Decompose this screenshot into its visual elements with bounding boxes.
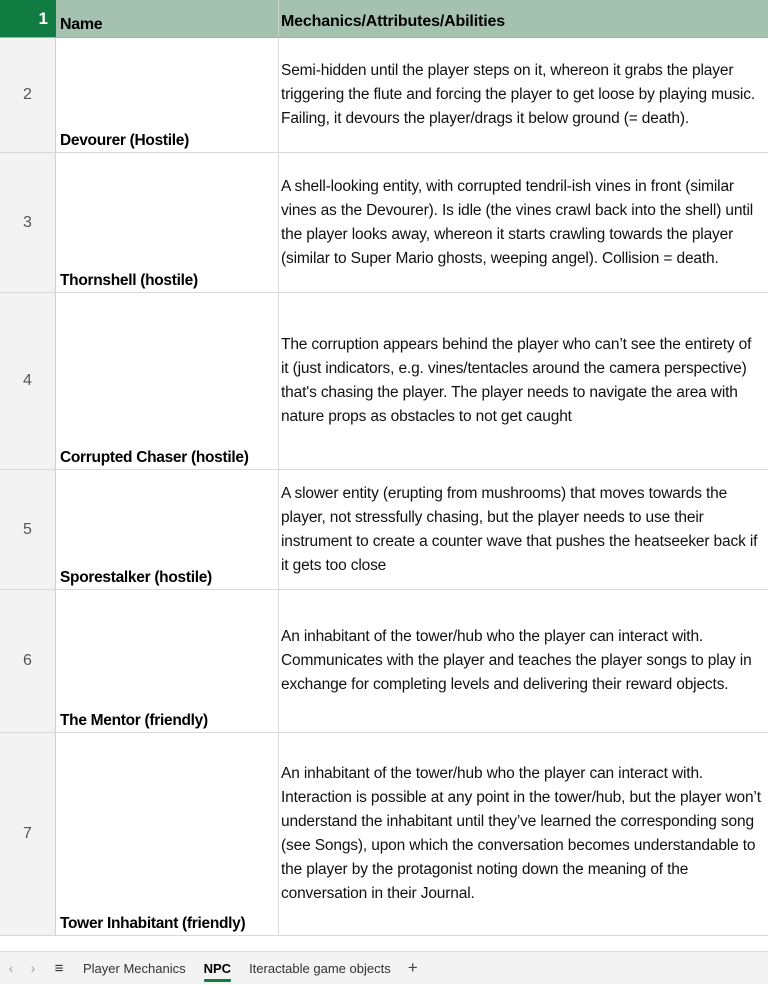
tab-npc[interactable]: NPC — [195, 952, 240, 985]
description-cell[interactable]: A shell-looking entity, with corrupted tendril-ish vines in front (similar vines as the Devourer). Is idle (the vines crawl back into the shell) until the player looks away, whereon it starts crawling towards the player (similar to Super Mario ghosts, weeping angel). Collision = death. — [281, 177, 754, 267]
name-cell[interactable]: Devourer (Hostile) — [56, 38, 279, 152]
table-row — [0, 153, 768, 293]
description-cell[interactable]: An inhabitant of the tower/hub who the player can interact with. Interaction is possible at any point in the tower/hub, but the player won’t understand the inhabitant until they’ve learned the corresponding song (see Songs), upon which the conversation becomes understandable to the player by the protagonist noting down the meaning of the conversation in their Journal. — [281, 765, 761, 902]
all-sheets-menu-icon[interactable]: ≡ — [54, 959, 64, 977]
add-sheet-icon[interactable]: + — [407, 958, 418, 977]
row-header[interactable]: 3 — [0, 153, 56, 292]
prev-sheet-icon[interactable]: ‹ — [8, 960, 14, 976]
table-row — [0, 470, 768, 590]
header-cell-mechanics[interactable]: Mechanics/Attributes/Abilities — [279, 0, 768, 37]
description-cell[interactable]: A slower entity (erupting from mushrooms) that moves towards the player, not stressfully chasing, but the player needs to use their instrument to create a counter wave that pushes the heatseeker back if it gets too close — [281, 484, 758, 574]
table-row — [0, 293, 768, 470]
row-header[interactable]: 4 — [0, 293, 56, 469]
row-header[interactable]: 7 — [0, 733, 56, 935]
header-row — [0, 0, 768, 38]
name-cell[interactable]: Sporestalker (hostile) — [56, 470, 279, 589]
table-row — [0, 38, 768, 153]
table-row — [0, 733, 768, 936]
tab-player-mechanics[interactable]: Player Mechanics — [83, 960, 186, 976]
description-cell[interactable]: Semi-hidden until the player steps on it, whereon it grabs the player triggering the flute and forcing the player to get loose by playing music. Failing, it devours the player/drags it below ground (= death). — [281, 62, 755, 127]
description-cell[interactable]: An inhabitant of the tower/hub who the player can interact with. Communicates with the player and teaches the player songs to play in exchange for completing levels and delivering their reward objects. — [281, 628, 752, 693]
header-cell-name[interactable]: Name — [56, 0, 279, 37]
row-header[interactable]: 6 — [0, 590, 56, 732]
sheet-tab-bar — [0, 951, 768, 984]
name-cell[interactable]: Thornshell (hostile) — [56, 153, 279, 292]
row-header[interactable]: 5 — [0, 470, 56, 589]
description-cell[interactable]: The corruption appears behind the player who can’t see the entirety of it (just indicators, e.g. vines/tentacles around the camera perspective) that's chasing the player. The player needs to navigate the area with nature props as obstacles to not get caught — [281, 336, 752, 425]
name-cell[interactable]: Tower Inhabitant (friendly) — [56, 733, 279, 935]
tab-interactable-game-objects[interactable]: Iteractable game objects — [249, 960, 391, 976]
name-cell[interactable]: Corrupted Chaser (hostile) — [56, 293, 279, 469]
name-cell[interactable]: The Mentor (friendly) — [56, 590, 279, 732]
row-header[interactable]: 2 — [0, 38, 56, 152]
table-row — [0, 590, 768, 733]
next-sheet-icon[interactable]: › — [30, 960, 36, 976]
row-header-1[interactable]: 1 — [0, 0, 56, 37]
